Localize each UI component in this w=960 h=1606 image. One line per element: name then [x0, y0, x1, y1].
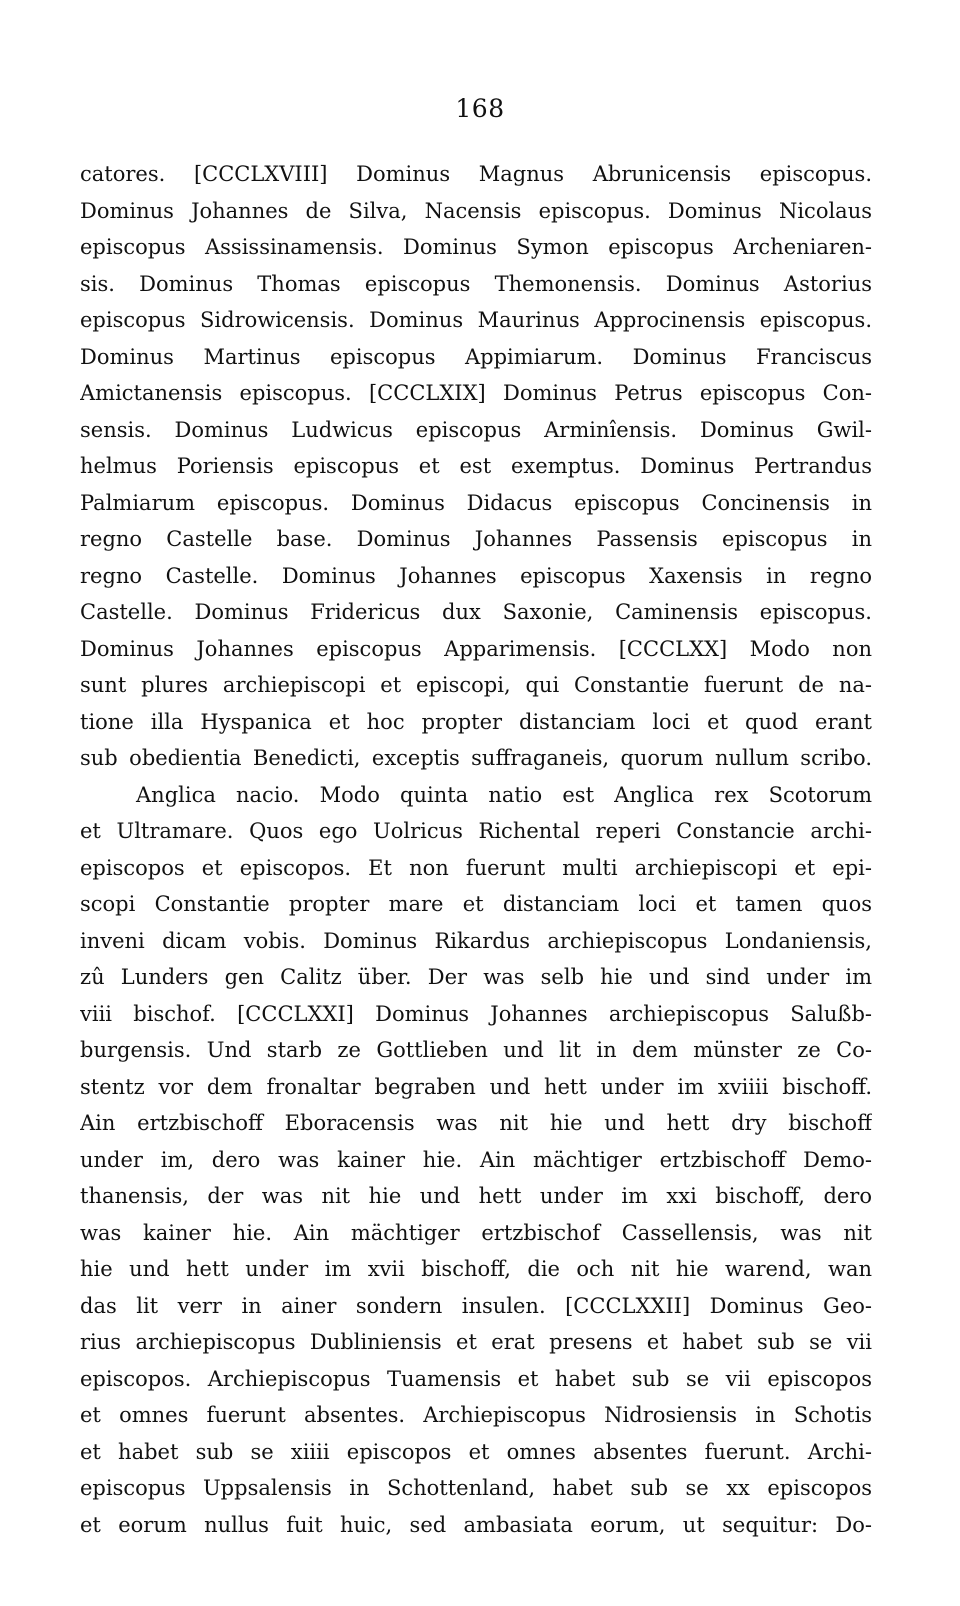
text-line: episcopus Assissinamensis. Dominus Symon episcopus Archeniaren- [80, 235, 872, 259]
text-line: thanensis, der was nit hie und hett under im xxi bischoff, dero [80, 1184, 872, 1208]
text-line: episcopus Sidrowicensis. Dominus Maurinus Approcinensis episcopus. [80, 308, 872, 332]
text-line: episcopos et episcopos. Et non fuerunt multi archiepiscopi et epi- [80, 855, 872, 880]
text-line: regno Castelle. Dominus Johannes episcopus Xaxensis in regno [80, 563, 872, 588]
text-line: das lit verr in ainer sondern insulen. [CCCLXXII] Dominus Geo- [80, 1293, 872, 1318]
page-number: 168 [455, 94, 505, 123]
text-line: Palmiarum episcopus. Dominus Didacus episcopus Concinensis in [80, 490, 872, 515]
text-line: episcopos. Archiepiscopus Tuamensis et habet sub se vii episcopos [80, 1366, 872, 1391]
section-heading-line: Anglica nacio. Modo quinta natio est Anglica rex Scotorum [136, 782, 872, 807]
text-line: zû Lunders gen Calitz über. Der was selb hie und sind under im [80, 965, 872, 989]
text-line: et omnes fuerunt absentes. Archiepiscopus Nidrosiensis in Schotis [80, 1403, 872, 1427]
text-line: Dominus Martinus episcopus Appimiarum. Dominus Franciscus [80, 344, 872, 369]
text-line: burgensis. Und starb ze Gottlieben und lit in dem münster ze Co- [80, 1038, 872, 1062]
text-line: sensis. Dominus Ludwicus episcopus Arminîensis. Dominus Gwil- [80, 417, 872, 442]
text-line: et Ultramare. Quos ego Uolricus Richental reperi Constancie archi- [80, 819, 872, 843]
text-line: episcopus Uppsalensis in Schottenland, habet sub se xx episcopos [80, 1476, 872, 1500]
text-line: inveni dicam vobis. Dominus Rikardus archiepiscopus Londaniensis, [80, 928, 872, 953]
text-line: rius archiepiscopus Dubliniensis et erat presens et habet sub se vii [80, 1330, 872, 1354]
text-line: helmus Poriensis episcopus et est exemptus. Dominus Pertrandus [80, 454, 872, 478]
text-line: under im, dero was kainer hie. Ain mächtiger ertzbischoff Demo- [80, 1147, 872, 1172]
text-line: Amictanensis episcopus. [CCCLXIX] Dominus Petrus episcopus Con- [80, 381, 872, 405]
text-line: scopi Constantie propter mare et distanciam loci et tamen quos [80, 892, 872, 916]
text-line: catores. [CCCLXVIII] Dominus Magnus Abrunicensis episcopus. [80, 162, 872, 186]
text-line: Dominus Johannes episcopus Apparimensis. [CCCLXX] Modo non [80, 636, 872, 661]
text-line: regno Castelle base. Dominus Johannes Passensis episcopus in [80, 527, 872, 551]
body-text [80, 156, 872, 1543]
text-line: sis. Dominus Thomas episcopus Themonensis. Dominus Astorius [80, 271, 872, 296]
text-line: Ain ertzbischoff Eboracensis was nit hie und hett dry bischoff [80, 1111, 872, 1135]
text-line: Castelle. Dominus Fridericus dux Saxonie, Caminensis episcopus. [80, 600, 872, 624]
text-line: sub obedientia Benedicti, exceptis suffraganeis, quorum nullum scribo. [80, 746, 872, 770]
text-line: viii bischof. [CCCLXXI] Dominus Johannes archiepiscopus Salußb- [80, 1001, 872, 1026]
text-line: was kainer hie. Ain mächtiger ertzbischof Cassellensis, was nit [80, 1220, 872, 1245]
text-line: stentz vor dem fronaltar begraben und hett under im xviiii bischoff. [80, 1074, 872, 1099]
text-line: et habet sub se xiiii episcopos et omnes absentes fuerunt. Archi- [80, 1439, 872, 1464]
text-line: et eorum nullus fuit huic, sed ambasiata eorum, ut sequitur: Do- [80, 1512, 872, 1537]
text-line: Dominus Johannes de Silva, Nacensis episcopus. Dominus Nicolaus [80, 198, 872, 223]
text-line: sunt plures archiepiscopi et episcopi, qui Constantie fuerunt de na- [80, 673, 872, 697]
text-line: hie und hett under im xvii bischoff, die och nit hie warend, wan [80, 1257, 872, 1281]
text-line: tione illa Hyspanica et hoc propter distanciam loci et quod erant [80, 709, 872, 734]
